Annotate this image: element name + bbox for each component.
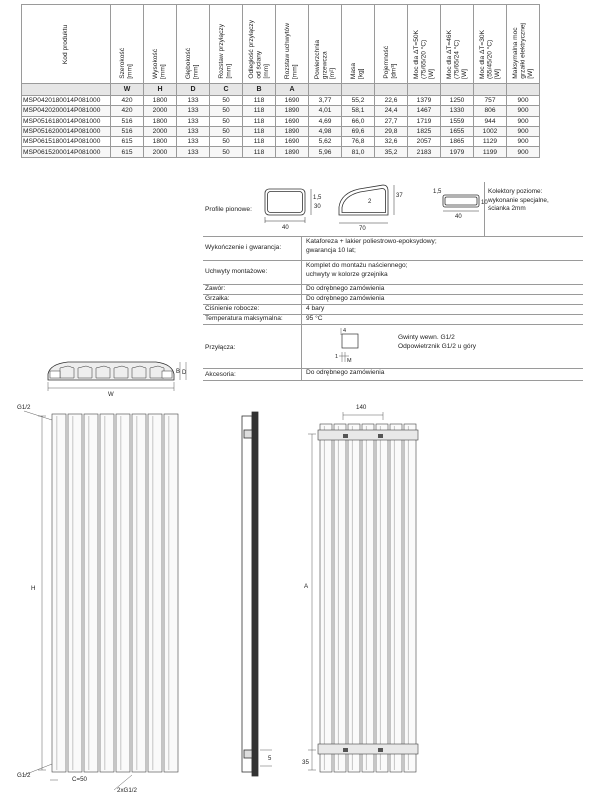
info-row [203, 368, 583, 381]
table-cell: 420 [111, 106, 144, 116]
radiator-bar [52, 414, 66, 772]
table-cell: 69,6 [342, 126, 375, 136]
back-view-drawing [298, 398, 438, 783]
table-cell: 516 [111, 126, 144, 136]
table-cell: 1199 [474, 147, 507, 157]
table-cell: 1719 [408, 116, 441, 126]
dim-label: 30 [314, 204, 321, 210]
info-label: Uchwyty montażowe: [205, 268, 268, 275]
table-cell: 1890 [276, 147, 309, 157]
radiator-bar [390, 424, 402, 772]
table-cell: 81,0 [342, 147, 375, 157]
header-col: Rozstaw uchwytów [mm] [284, 22, 299, 79]
header-col: Wysokość [mm] [152, 49, 167, 79]
info-label: Wykończenie i gwarancja: [205, 244, 282, 251]
table-cell: 35,2 [375, 147, 408, 157]
table-cell: 1800 [144, 96, 177, 106]
header-col: Moc dla ΔT=46K (75/65/24 °C) [W] [445, 30, 468, 79]
dim-label: 40 [455, 214, 462, 220]
table-cell: 29,8 [375, 126, 408, 136]
table-cell: 50 [210, 147, 243, 157]
info-label: Zawór: [205, 285, 226, 292]
dim-label: 10 [481, 200, 488, 206]
table-cell: 76,8 [342, 137, 375, 147]
info-value: Komplet do montażu naściennego; uchwyty w kolorze grzejnika [306, 262, 408, 278]
radiator-bar [348, 424, 360, 772]
dim-label: 1 [335, 354, 339, 360]
radiator-bar [116, 414, 130, 772]
symbol-cell: D [177, 84, 210, 96]
table-cell: 133 [177, 96, 210, 106]
info-value: Do odrębnego zamówienia [306, 285, 385, 292]
symbol-row [22, 84, 540, 96]
table-cell: 420 [111, 96, 144, 106]
table-cell: 133 [177, 147, 210, 157]
table-cell: 1655 [441, 126, 474, 136]
table-row [22, 147, 540, 157]
spec-table [21, 4, 540, 158]
info-label: Temperatura maksymalna: [205, 315, 283, 322]
dim-label: 4 [343, 328, 347, 334]
table-cell: 615 [111, 137, 144, 147]
table-cell: 900 [507, 106, 540, 116]
table-cell: 118 [243, 96, 276, 106]
table-cell: 1865 [441, 137, 474, 147]
table-cell: 1800 [144, 116, 177, 126]
collector-note: Kolektory poziome: wykonanie specjalne, ścianka 2mm [488, 188, 549, 213]
table-cell: 1330 [441, 106, 474, 116]
table-cell: 944 [474, 116, 507, 126]
table-cell: 50 [210, 137, 243, 147]
table-cell: 2000 [144, 126, 177, 136]
connection-note: Gwinty wewn. G1/2 Odpowietrznik G1/2 u góry [398, 334, 477, 350]
product-code-cell: MSP0615200014P081000 [22, 147, 111, 157]
table-cell: 118 [243, 126, 276, 136]
product-code-cell: MSP0420180014P081000 [22, 96, 111, 106]
dim-label: 70 [359, 226, 366, 232]
product-code-cell: MSP0516200014P081000 [22, 126, 111, 136]
table-cell: 1690 [276, 137, 309, 147]
table-cell: 5,62 [309, 137, 342, 147]
radiator-bar [132, 414, 146, 772]
radiator-bar [84, 414, 98, 772]
header-col: Rozstaw przyłączy [mm] [218, 24, 233, 79]
dim-label: 40 [282, 225, 289, 231]
table-cell: 2000 [144, 147, 177, 157]
table-cell: 27,7 [375, 116, 408, 126]
dim-label: G1/2 [17, 772, 31, 779]
table-cell: 58,1 [342, 106, 375, 116]
table-cell: 50 [210, 96, 243, 106]
radiator-bar [164, 414, 178, 772]
symbol-cell: W [111, 84, 144, 96]
header-col: Masa [kg] [350, 62, 365, 79]
table-cell: 806 [474, 106, 507, 116]
table-cell: 1890 [276, 126, 309, 136]
info-value: 95 °C [306, 315, 323, 322]
header-col: Powierzchnia grzewcza [m²] [313, 39, 336, 79]
info-value: Do odrębnego zamówienia [306, 369, 385, 376]
table-cell: 1467 [408, 106, 441, 116]
table-row [22, 137, 540, 147]
dim-label: W [108, 392, 114, 398]
radiator-bar [100, 414, 114, 772]
table-row [22, 96, 540, 106]
info-value: Kataforeza + lakier poliestrowo-epoksydowy; gwarancja 10 lat; [306, 238, 437, 254]
info-label: Ciśnienie robocze: [205, 305, 260, 312]
table-cell: 1825 [408, 126, 441, 136]
symbol-cell: C [210, 84, 243, 96]
header-col: Moc dla ΔT=30K (55/45/20 °C) [W] [478, 30, 501, 79]
dim-label: G1/2 [17, 404, 31, 411]
dim-label: H [31, 585, 36, 592]
table-cell: 2183 [408, 147, 441, 157]
radiator-bar [334, 424, 346, 772]
table-cell: 4,69 [309, 116, 342, 126]
table-cell: 900 [507, 137, 540, 147]
table-cell: 516 [111, 116, 144, 126]
product-code-cell: MSP0615180014P081000 [22, 137, 111, 147]
table-cell: 757 [474, 96, 507, 106]
table-cell: 1690 [276, 96, 309, 106]
table-cell: 1559 [441, 116, 474, 126]
dim-label: 1,5 [313, 195, 322, 201]
header-col: Moc dla ΔT=50K (75/65/20 °C) [W] [412, 30, 435, 79]
info-row [203, 260, 583, 285]
table-cell: 133 [177, 126, 210, 136]
table-cell: 118 [243, 106, 276, 116]
dim-label: 35 [302, 759, 309, 766]
table-cell: 55,2 [342, 96, 375, 106]
symbol-cell: H [144, 84, 177, 96]
table-cell: 1129 [474, 137, 507, 147]
dim-label: 2 [368, 199, 372, 205]
table-cell: 3,77 [309, 96, 342, 106]
collector [318, 430, 418, 440]
connection-label: Przyłącza: [205, 344, 236, 351]
table-cell: 50 [210, 106, 243, 116]
table-cell: 900 [507, 96, 540, 106]
table-cell: 1690 [276, 116, 309, 126]
collector [318, 744, 418, 754]
radiator-bar [68, 414, 82, 772]
header-kod: Kod produktu [22, 5, 111, 84]
table-row [22, 116, 540, 126]
radiator-bar [404, 424, 416, 772]
front-view-drawing [14, 398, 184, 798]
table-cell: 1890 [276, 106, 309, 116]
header-col: Głębokość [mm] [185, 47, 200, 79]
info-row [203, 236, 583, 261]
table-cell: 2000 [144, 106, 177, 116]
dim-label: B [176, 369, 181, 375]
dim-label: M [347, 358, 352, 364]
dim-label: 37 [396, 193, 403, 199]
table-cell: 118 [243, 137, 276, 147]
table-cell: 133 [177, 116, 210, 126]
dim-label: 140 [356, 404, 367, 411]
dim-label: 2xG1/2 [117, 787, 137, 794]
table-cell: 4,98 [309, 126, 342, 136]
radiator-bar [320, 424, 332, 772]
info-table [203, 236, 583, 380]
info-label: Grzałka: [205, 295, 230, 302]
profile-drawing [255, 183, 488, 233]
table-cell: 5,96 [309, 147, 342, 157]
table-cell: 1979 [441, 147, 474, 157]
table-cell: 24,4 [375, 106, 408, 116]
symbol-cell: B [243, 84, 276, 96]
header-col: Maksymalna moc grzałki elektrycznej [W] [511, 23, 534, 79]
dim-label: D [182, 370, 187, 376]
table-cell: 66,0 [342, 116, 375, 126]
radiator-bar [362, 424, 374, 772]
header-col: Pojemność [dm³] [383, 46, 398, 79]
table-row [22, 106, 540, 116]
table-cell: 1250 [441, 96, 474, 106]
header-col: Szerokość [mm] [119, 48, 134, 79]
symbol-cell: A [276, 84, 309, 96]
table-cell: 1379 [408, 96, 441, 106]
dim-label: 1,5 [433, 189, 442, 195]
table-cell: 118 [243, 147, 276, 157]
connection-row [203, 324, 583, 369]
connection-drawing [305, 326, 385, 366]
table-cell: 900 [507, 126, 540, 136]
table-cell: 1002 [474, 126, 507, 136]
dim-label: A [304, 583, 309, 590]
side-view-drawing [232, 410, 282, 780]
table-cell: 4,01 [309, 106, 342, 116]
header-col: Odległość przyłączy od ściany [mm] [247, 20, 270, 79]
table-cell: 32,6 [375, 137, 408, 147]
radiator-bar [376, 424, 388, 772]
table-cell: 900 [507, 147, 540, 157]
table-cell: 2057 [408, 137, 441, 147]
dim-label: 5 [268, 756, 272, 762]
info-label: Akcesoria: [205, 371, 236, 378]
table-cell: 133 [177, 106, 210, 116]
table-cell: 1800 [144, 137, 177, 147]
dim-label: C=50 [72, 776, 87, 783]
info-value: 4 bary [306, 305, 325, 312]
table-cell: 22,6 [375, 96, 408, 106]
table-cell: 615 [111, 147, 144, 157]
table-row [22, 126, 540, 136]
info-value: Do odrębnego zamówienia [306, 295, 385, 302]
table-cell: 900 [507, 116, 540, 126]
product-code-cell: MSP0516180014P081000 [22, 116, 111, 126]
radiator-bar [148, 414, 162, 772]
profile-label: Profile pionowe: [205, 206, 252, 213]
table-cell: 50 [210, 126, 243, 136]
table-cell: 118 [243, 116, 276, 126]
product-code-cell: MSP0420200014P081000 [22, 106, 111, 116]
table-cell: 133 [177, 137, 210, 147]
table-cell: 50 [210, 116, 243, 126]
